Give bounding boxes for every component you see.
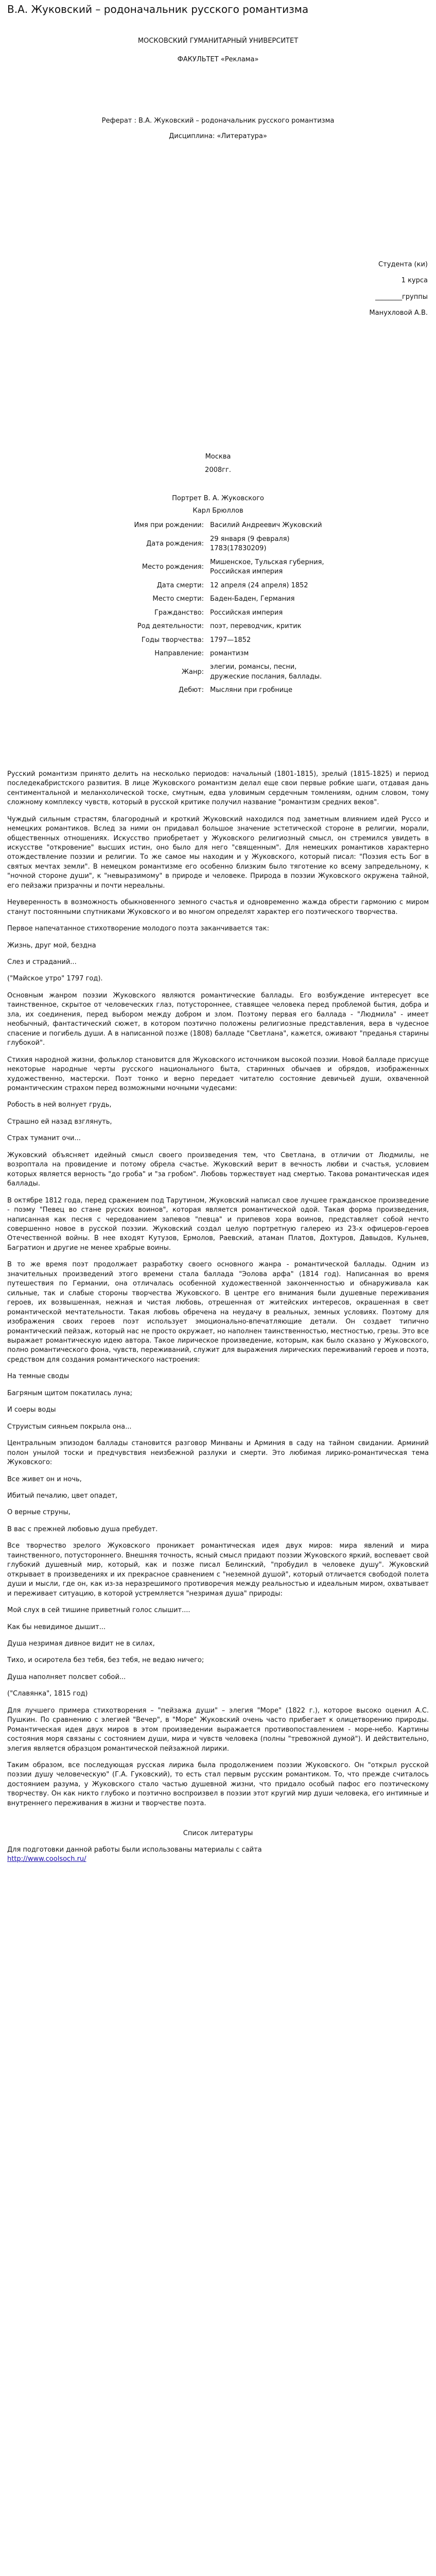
infobox-row	[108, 634, 329, 647]
bibliography-text	[7, 1845, 429, 1865]
infobox-value: 29 января (9 февраля) 1783(17830209)	[210, 535, 290, 553]
infobox-key: Годы творчества:	[141, 636, 204, 644]
infobox-key: Дебют:	[178, 686, 204, 694]
source-link[interactable]: http://www.coolsoch.ru/	[7, 1855, 86, 1863]
article-paragraph: ("Майское утро" 1797 год).	[7, 975, 103, 983]
infobox-row	[108, 592, 329, 606]
article-paragraph: На темные своды	[7, 1372, 69, 1381]
student-course: 1 курса	[401, 277, 428, 285]
student-group: ________группы	[375, 293, 428, 301]
article-paragraph: Первое напечатанное стихотворение молодого поэта заканчивается так:	[7, 925, 269, 933]
article-paragraph: Все творчество зрелого Жуковского проникает романтическая идея двух миров: мира явлений и мира таинственного, потустороннего. Внешняя точность, ясный смысл придают поэзии Жуковского яркий, воспевает свой глубокий душевный мир, который, как и позже писал Белинский, "пробудил в человеке душу". Жуковский открывает в произведениях и их прекрасное сравнением с "неземной душой", который отличается свободой полета души и мысли, где он, как из-за неразрешимого противоречия между реальностью и идеальным миром, охватывает и переживает ситуацию, в которой устремляется "незримая душа" природы:	[7, 1542, 429, 1598]
article-paragraph: Жизнь, друг мой, бездна	[7, 941, 96, 950]
article-paragraph: Страх туманит очи...	[7, 1134, 81, 1143]
article-paragraph: ("Славянка", 1815 год)	[7, 1690, 88, 1698]
article-paragraph: В то же время поэт продолжает разработку своего основного жанра - романтической баллады. Одним из значительных произведений этого времени стала баллада "Эолова арфа" (1814 год). Написанная во время путешествия по Германии, она отличалась особенной художественной законченностью и обнаруживала как сильные, так и слабые стороны творчества Жуковского. В центре его внимания были душевные переживания героев, их возвышенная, нежная и чистая любовь, отрешенная от житейских интересов, окрашенная в свет романтической мечтательности. Такая любовь обречена на неудачу в реальных, земных условиях. Поэтому для изображения своих героев поэт использует эмоционально-впечатляющие детали. Он создает типично романтический пейзаж, который нас не просто окружает, но наполнен таинственностью, местностью, грезы. Это все выражает романтическую идею автора. Такое лирическое произведение, которым, как было сказано у Жуковского, полно романтического фона, чувств, переживаний, служит для выражения лирических переживаний героев и поэта, средством для создания романтического настроения:	[7, 1261, 429, 1364]
infobox-row	[108, 647, 329, 660]
year: 2008гг.	[205, 466, 231, 474]
infobox-key: Место рождения:	[142, 563, 204, 571]
article-paragraph: Душа наполняет полсвет собой...	[7, 1673, 126, 1681]
infobox-row	[108, 579, 329, 592]
article-paragraph: Слез и страданий...	[7, 958, 77, 967]
bibliography-heading: Список литературы	[183, 1829, 253, 1838]
university-name: МОСКОВСКИЙ ГУМАНИТАРНЫЙ УНИВЕРСИТЕТ	[137, 37, 299, 45]
infobox-value: 1797—1852	[210, 636, 251, 644]
article-paragraph: Русский романтизм принято делить на несколько периодов: начальный (1801-1815), зрелый (1815-1825) и период последекабристского развития. В лице Жуковского романтизм делал еще свои первые робкие шаги, отдавая дань сентиментальной и меланхолической тоске, смутным, едва уловимым сердечным томлениям, одним словом, тому сложному комплексу чувств, который в русской критике получил название "романтизм средних веков".	[7, 770, 429, 807]
student-line-1: Студента (ки)	[378, 260, 428, 268]
infobox-value: романтизм	[210, 649, 249, 657]
article-paragraph: Чуждый сильным страстям, благородный и кроткий Жуковский находился под заметным влиянием идей Руссо и немецких романтиков. Вслед за ними он придавал большое значение эстетической стороне в религии, морали, общественных отношениях. Искусство приобретает у Жуковского религиозный смысл, он стремился увидеть в искусстве "откровение" высших истин, оно было для него "священным". Для немецких романтиков характерно отождествление поэзии и религии. То же самое мы находим и у Жуковского, который писал: "Поэзия есть Бог в святых мечтах земли". В немецком романтизме его особенно близким было тяготение ко всему запредельному, к "ночной стороне души", к "невыразимому" в природе и человеке. Природа в поэзии Жуковского окружена тайной, его пейзажи призрачны и почти нереальны.	[7, 815, 429, 890]
referat-block	[7, 116, 429, 142]
infobox-value: Василий Андреевич Жуковский	[210, 521, 322, 530]
infobox-row	[108, 660, 329, 684]
portrait-caption: Портрет В. А. Жуковского	[172, 494, 264, 502]
article-paragraph: Для лучшего примера стихотворения – "пейзажа души" – элегия "Море" (1822 г.), которое высоко оценил А.С. Пушкин. По сравнению с элегией "Вечер", в "Море" Жуковский очень часто прибегает к олицетворению природы. Романтическая идея двух миров в этом произведении выражается противопоставлением - море-небо. Картины состояния моря связаны с состоянием души, мира и чувств человека (полны "тревожной думой"). И действительно, элегия является образцом романтической пейзажной лирики.	[7, 1706, 429, 1753]
infobox-row	[108, 684, 329, 697]
article-paragraph: Ибитый печалию, цвет опадет,	[7, 1492, 118, 1500]
article-paragraph: Основным жанром поэзии Жуковского являются романтические баллады. Его возбуждение интересует все таинственное, скрытое от человеческих глаз, потустороннее, ставящее человека перед проблемой бытия, добра и зла, их соединения, перед выбором между добром и злом. Поэтому первая его баллада - "Людмила" - имеет необычный, фантастический сюжет, в котором поэтично положены религиозные представления, вера в чудесное спасение и погибель души. А в написанной позже (1808) балладе "Светлана", кажется, оживают "преданья старины глубокой".	[7, 991, 429, 1047]
article-paragraph: Страшно ей назад взглянуть,	[7, 1117, 112, 1126]
portrait-author: Карл Брюллов	[193, 506, 243, 515]
infobox-value: поэт, переводчик, критик	[210, 622, 302, 631]
university-header	[7, 37, 429, 65]
infobox-row	[108, 519, 329, 532]
infobox-value: элегии, романсы, песни, дружеские послания, баллады.	[210, 663, 322, 681]
faculty-name: ФАКУЛЬТЕТ «Реклама»	[177, 56, 259, 64]
article-paragraph: Багряным щитом покатилась луна;	[7, 1389, 133, 1397]
article-paragraph: Все живет он и ночь,	[7, 1475, 82, 1483]
article-paragraph: Струистым сияньем покрыла она...	[7, 1422, 132, 1431]
article-paragraph: В октябре 1812 года, перед сражением под Тарутином, Жуковский написал свое лучшее гражданское произведение - поэму "Певец во стане русских воинов", которая является романтической одой. Такая форма произведения, написанная как песня с чередованием запевов "певца" и припевов хора воинов, представляет собой нечто совершенно новое в русской поэзии. Жуковский создал целую портретную галерею из 23-х офицеров-героев Отечественной войны. В нее входят Кутузов, Ермолов, Раевский, атаман Платов, Дохтуров, Давыдов, Кульнев, Багратион и другие не менее храбрые воины.	[7, 1196, 429, 1252]
article-paragraph: Жуковский объясняет идейный смысл своего произведения тем, что Светлана, в отличии от Людмилы, не возроптала на провидение и потому обрела счастье. Жуковский верит в вечность любви и счастья, условием которых является верность "до гроба" и "за гробом". Любовь торжествует над смертью. Такова романтическая идея баллады.	[7, 1151, 429, 1188]
infobox-value: Мишенское, Тульская губерния, Российская империя	[210, 558, 324, 576]
article-paragraph: Центральным эпизодом баллады становится разговор Минваны и Арминия в саду на тайном свидании. Арминий полон унылой тоски и предчувствия неизбежной разлуки и смерти. Это любимая лирико-романтическая тема Жуковского:	[7, 1439, 429, 1467]
article-paragraph: Робость в ней волнует грудь,	[7, 1101, 112, 1109]
infobox-key: Место смерти:	[152, 595, 204, 603]
article-paragraph: В вас с прежней любовью душа пребудет.	[7, 1525, 158, 1533]
article-paragraph: И соеры воды	[7, 1406, 56, 1414]
article-paragraph: Таким образом, все последующая русская лирика была продолжением поэзии Жуковского. Он "открыл русской поэзии душу человеческую" (Г.А. Гуковский), то есть стал первым русским романтиком. То, что прежде считалось достоянием разума, у Жуковского стало частью душевной жизни, что придало особый пафос его поэтическому творчеству. Он как никто глубоко и поэтично воспроизвел в поэзии этот кругий мир души человека, его интимные и внутреннего переживания в жизни и творчестве поэта.	[7, 1761, 429, 1807]
city-year	[7, 452, 429, 476]
infobox-key: Гражданство:	[154, 608, 204, 617]
article-paragraph: Тихо, и осиротела без тебя, без тебя, не ведаю ничего;	[7, 1656, 204, 1665]
article-paragraph: О верные струны,	[7, 1509, 71, 1517]
infobox-row	[108, 556, 329, 579]
infobox-value: Баден-Баден, Германия	[210, 595, 295, 603]
article-paragraph: Мой слух в сей тишине приветный голос слышит....	[7, 1606, 190, 1615]
bibliography-note: Для подготовки данной работы были использованы материалы с сайта	[7, 1845, 262, 1854]
student-info	[7, 260, 429, 318]
bibliography	[7, 1829, 429, 1864]
referat-title: Реферат : В.А. Жуковский – родоначальник русского романтизма	[101, 116, 335, 125]
infobox-value: Мысляни при гробнице	[210, 686, 293, 694]
article-paragraph: Неуверенность в возможность обыкновенного земного счастья и одновременно жажда обрести гармонию с миром станут постоянными спутниками Жуковского и во многом определят характер его поэтического творчества.	[7, 899, 429, 916]
infobox-value: Российская империя	[210, 608, 283, 617]
infobox-key: Род деятельности:	[137, 622, 204, 631]
article-paragraph: Стихия народной жизни, фольклор становится для Жуковского источником высокой поэзии. Новой балладе присуще некоторые народные черты русского национального быта, старинных обычаев и обрядов, изображенных художественно, мастерски. Поэт тонко и верно передает читателю состояние девичьей души, охваченной романтическим страхом перед возможными ночными чудесами:	[7, 1056, 429, 1093]
infobox-row	[108, 533, 329, 556]
infobox-key: Жанр:	[181, 668, 204, 676]
infobox-value: 12 апреля (24 апреля) 1852	[210, 581, 308, 589]
infobox-key: Направление:	[154, 649, 204, 657]
document-title: В.А. Жуковский – родоначальник русского романтизма	[7, 3, 309, 15]
article-paragraph: Как бы невидимое дышит...	[7, 1623, 106, 1631]
biography-infobox	[108, 494, 329, 698]
infobox-key: Дата смерти:	[156, 581, 204, 589]
infobox-table	[108, 519, 329, 697]
discipline: Дисциплина: «Литература»	[169, 132, 267, 141]
city-name: Москва	[205, 452, 231, 461]
article-paragraph: Душа незримая дивное видит не в силах,	[7, 1639, 155, 1648]
article-body	[7, 770, 429, 1809]
infobox-row	[108, 620, 329, 633]
infobox-row	[108, 606, 329, 620]
student-name: Манухловой А.В.	[369, 309, 428, 317]
infobox-key: Имя при рождении:	[134, 521, 204, 530]
infobox-key: Дата рождения:	[146, 540, 204, 548]
